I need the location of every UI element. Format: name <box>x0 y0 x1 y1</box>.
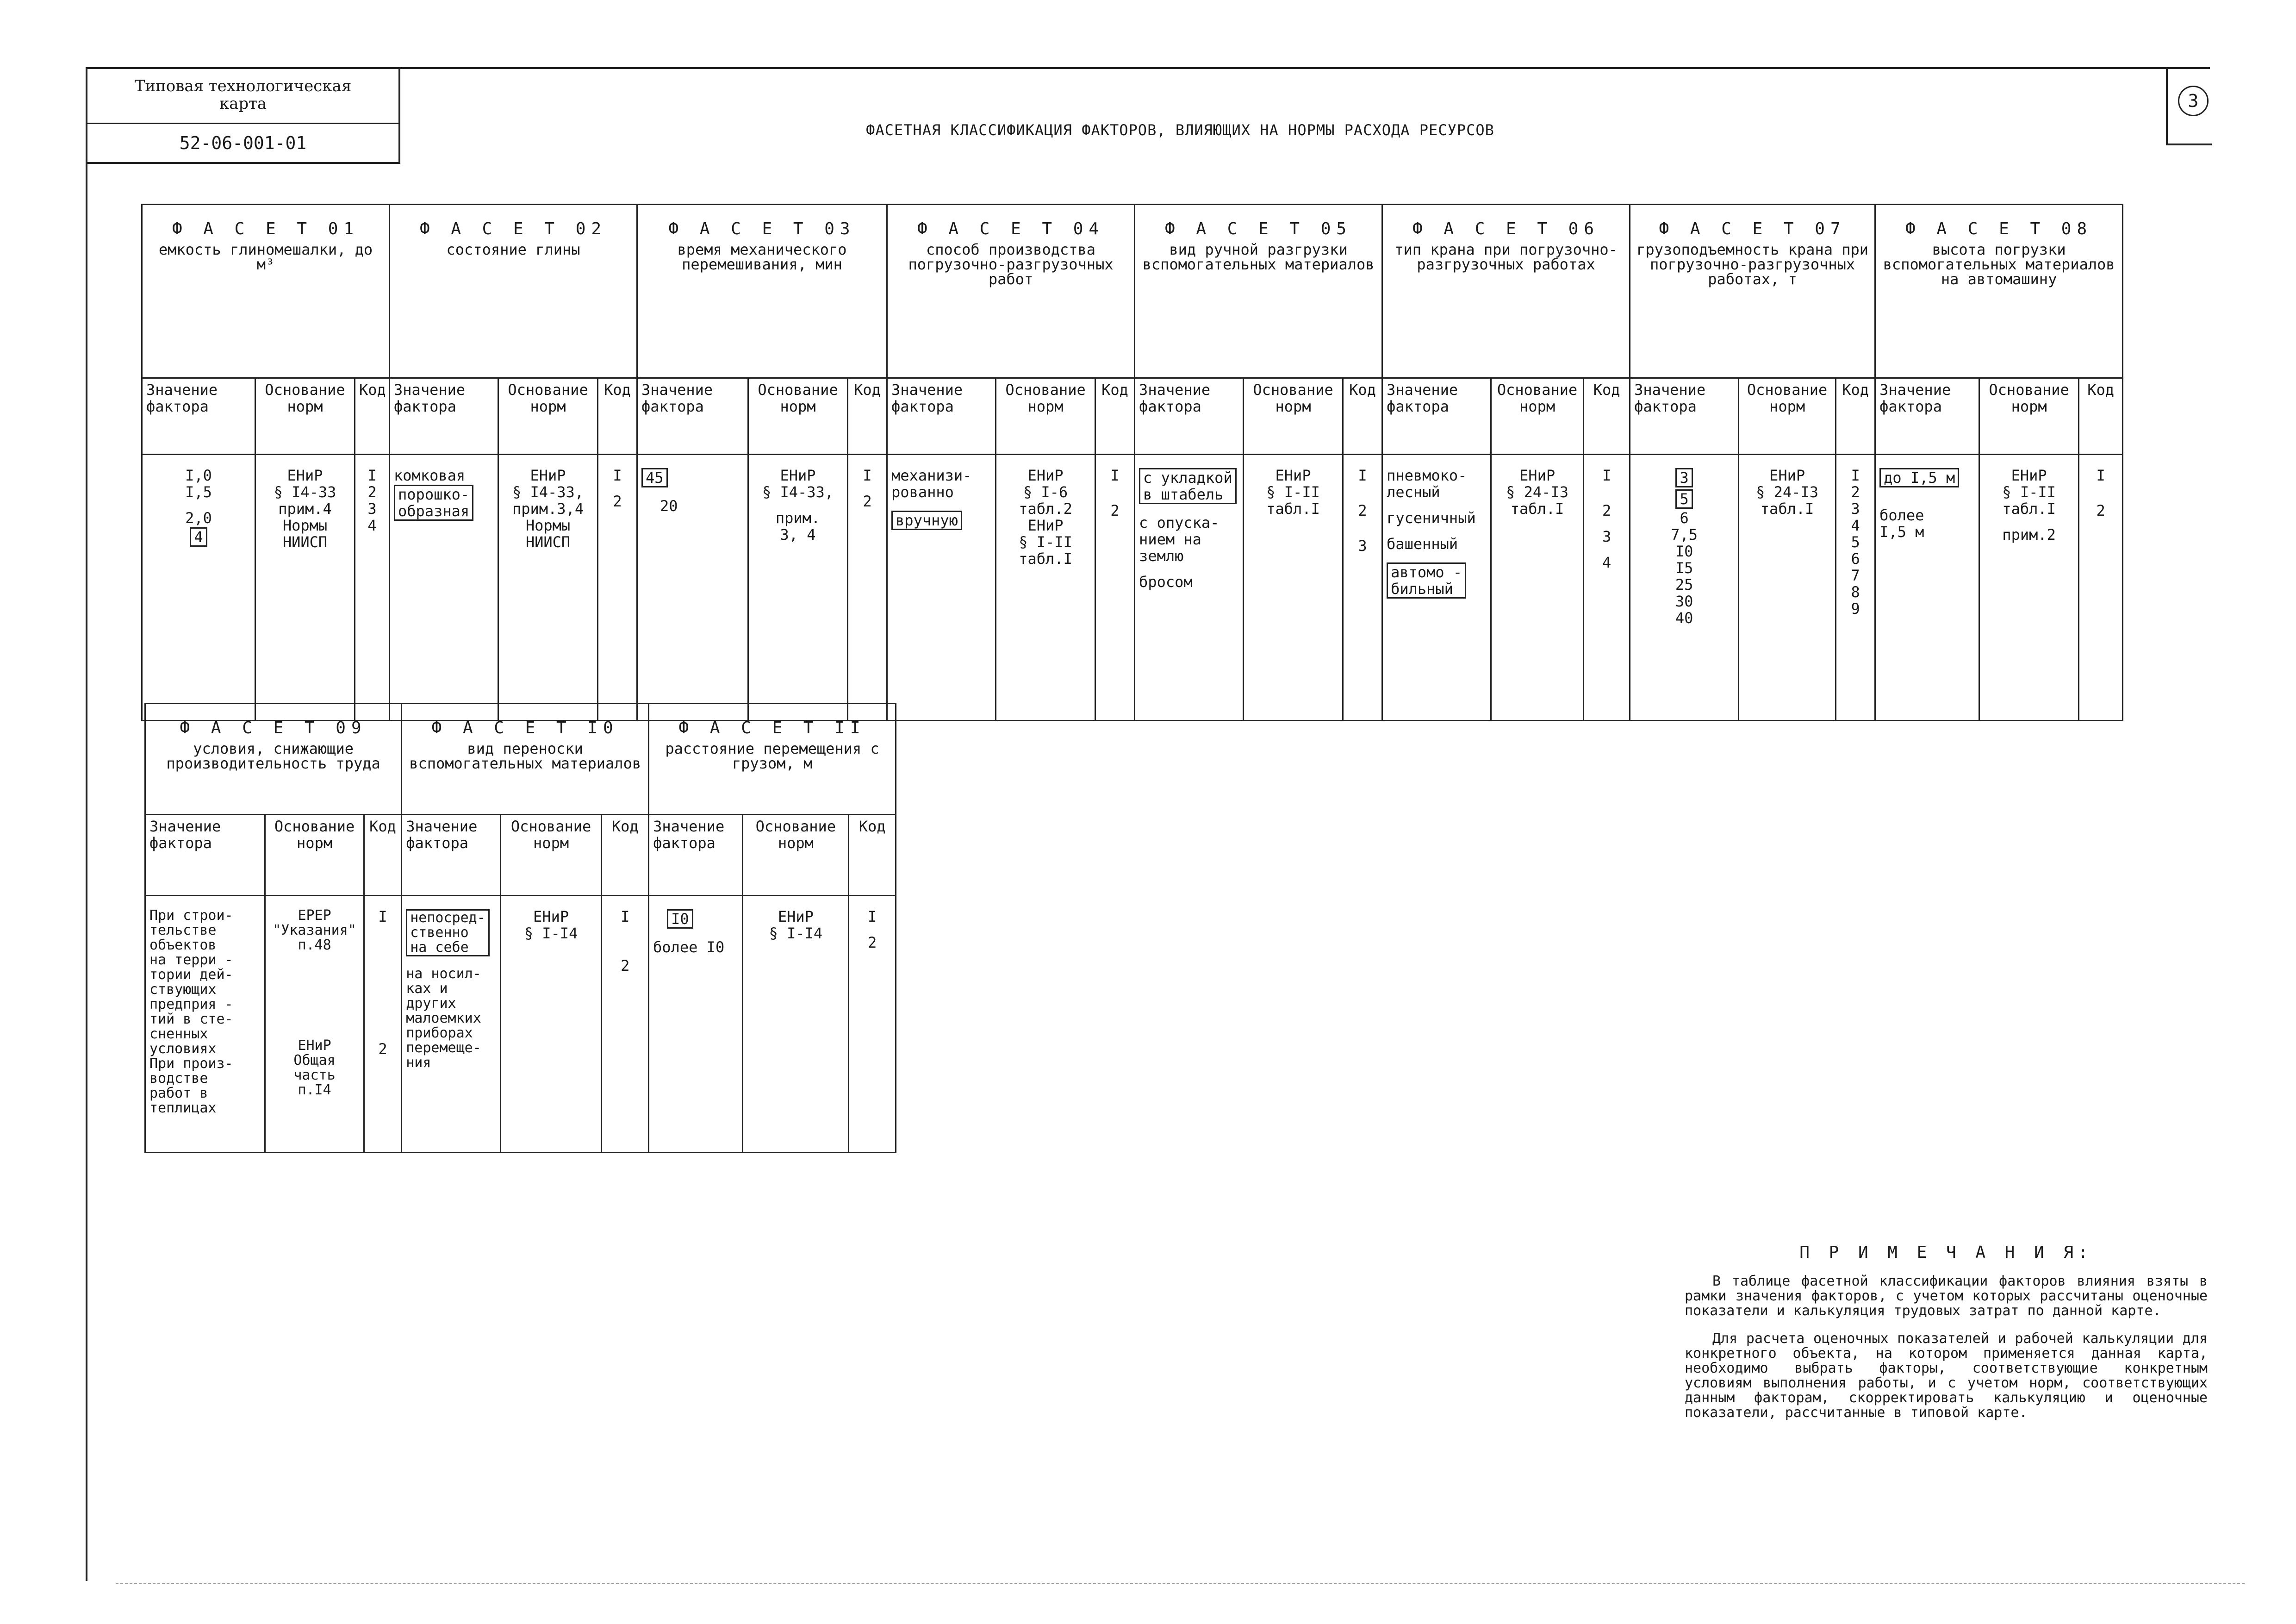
f02-basis: ЕНиР <box>530 467 566 484</box>
facet-07-values <box>1630 455 1739 721</box>
f02-basis: Нормы <box>525 517 571 534</box>
f05-value: бросом <box>1139 573 1193 591</box>
facet-table-secondary <box>144 703 896 1153</box>
f09-value: тории дей- <box>149 967 233 983</box>
f02-basis: прим.3,4 <box>512 500 584 518</box>
f01-value: I,0 <box>185 467 212 484</box>
basis-header: Основание норм <box>265 815 364 896</box>
sheet-number: 3 <box>2178 86 2209 116</box>
f04-basis: табл.2 <box>1019 500 1072 518</box>
f08-value-selected: до I,5 м <box>1879 468 1959 487</box>
facet-04-basis <box>996 455 1095 721</box>
f08-basis: ЕНиР <box>2011 467 2047 484</box>
f07-value-selected: 5 <box>1675 489 1692 509</box>
f04-value: механизи- <box>891 467 972 484</box>
f09-value: При произ- <box>149 1056 233 1072</box>
f10-value-selected: непосред- ственно на себе <box>406 909 490 956</box>
value-header: Значение фактора <box>1382 378 1491 455</box>
code-header: Код <box>1836 378 1875 455</box>
facet-data-row <box>145 896 896 1153</box>
f01-basis: Нормы <box>282 517 328 534</box>
facet-03-values <box>637 455 748 721</box>
f06-code: 2 <box>1602 502 1612 519</box>
f08-basis: прим.2 <box>2002 526 2056 543</box>
page-title: ФАСЕТНАЯ КЛАССИФИКАЦИЯ ФАКТОРОВ, ВЛИЯЮЩИХ НА НОРМЫ РАСХОДА РЕСУРСОВ <box>866 121 1494 139</box>
facet-01-codes <box>355 455 390 721</box>
f09-basis: ЕРЕР <box>298 907 331 924</box>
facet-04-values <box>887 455 996 721</box>
f09-basis: п.48 <box>298 937 331 953</box>
code-header: Код <box>1584 378 1630 455</box>
f01-code: 3 <box>367 500 377 518</box>
facet-06-values <box>1382 455 1491 721</box>
facet-10-header: Ф А С Е Т I0 вид переноски вспомогательных материалов <box>402 704 649 815</box>
facet-01-header: Ф А С Е Т 01 емкость глиномешалки, до м³ <box>142 205 390 378</box>
stamp-number: 52-06-001-01 <box>179 133 307 153</box>
f06-value: гусеничный <box>1387 509 1476 527</box>
f10-value: ках и <box>406 981 448 997</box>
f11-code: 2 <box>867 934 877 951</box>
f07-code: I <box>1851 467 1860 484</box>
facet-02-basis <box>498 455 598 721</box>
value-header: Значение фактора <box>887 378 996 455</box>
code-header: Код <box>848 378 887 455</box>
facet-03-basis <box>748 455 848 721</box>
facet-08-basis <box>1979 455 2079 721</box>
facet-09-header: Ф А С Е Т 09 условия, снижающие производительность труда <box>145 704 402 815</box>
f01-basis: НИИСП <box>282 533 328 551</box>
f03-value: 20 <box>660 497 678 515</box>
f10-value: на носил- <box>406 966 481 982</box>
f07-value: I5 <box>1675 559 1693 577</box>
code-header: Код <box>2079 378 2123 455</box>
f05-code: I <box>1358 467 1367 484</box>
f09-code: 2 <box>378 1040 387 1058</box>
f07-basis: ЕНиР <box>1769 467 1805 484</box>
f01-code: 2 <box>367 483 377 501</box>
f01-basis: прим.4 <box>278 500 332 518</box>
facet-11-header: Ф А С Е Т II расстояние перемещения с грузом, м <box>649 704 896 815</box>
f09-value: сненных <box>149 1026 208 1042</box>
f06-basis: ЕНиР <box>1519 467 1556 484</box>
f07-value: 40 <box>1675 609 1693 627</box>
basis-header: Основание норм <box>743 815 849 896</box>
f02-value-selected: порошко- образная <box>394 485 473 521</box>
facet-11-codes <box>849 896 896 1153</box>
f02-basis: НИИСП <box>525 533 571 551</box>
notes-paragraph-2: Для расчета оценочных показателей и рабочей калькуляции для конкретного объекта, на котором применяется данная карта, необходимо выбрать факторы, соответствующие конкретным условиям выполнения работы, и с учетом норм, соответствующих данным факторам, скорректировать калькуляцию и оценочные показатели, рассчитанные в типовой карте. <box>1685 1330 2208 1421</box>
notes-section <box>1685 1245 2208 1433</box>
code-header: Код <box>602 815 649 896</box>
f09-value: объектов <box>149 937 217 953</box>
f01-value-selected: 4 <box>190 527 207 547</box>
basis-header: Основание норм <box>996 378 1095 455</box>
facet-table-main <box>141 204 2123 721</box>
f03-basis: ЕНиР <box>780 467 816 484</box>
facet-08-header: Ф А С Е Т 08 высота погрузки вспомогательных материалов на автомашину <box>1875 205 2123 378</box>
f09-value: ствующих <box>149 981 217 998</box>
f04-value: рованно <box>891 483 954 501</box>
f07-value: 6 <box>1680 509 1689 527</box>
f06-value: башенный <box>1387 535 1458 553</box>
f10-code: 2 <box>621 957 630 974</box>
f09-code: I <box>378 908 387 925</box>
f07-code: 5 <box>1851 533 1860 551</box>
basis-header: Основание норм <box>500 815 602 896</box>
f09-value: тельстве <box>149 922 217 938</box>
value-header: Значение фактора <box>637 378 748 455</box>
facet-title-row <box>145 704 896 815</box>
stamp-title-line1: Типовая технологическая <box>134 77 352 95</box>
f10-basis: ЕНиР <box>533 908 569 925</box>
code-header: Код <box>598 378 637 455</box>
f10-value: перемеще- <box>406 1040 481 1056</box>
basis-header: Основание норм <box>1739 378 1836 455</box>
facet-07-basis <box>1739 455 1836 721</box>
facet-01-basis <box>255 455 355 721</box>
f03-value-selected: 45 <box>641 468 668 487</box>
f10-code: I <box>621 908 630 925</box>
f02-code: 2 <box>613 493 622 510</box>
f07-value: 7,5 <box>1671 526 1698 543</box>
f08-basis: § I-II <box>2002 483 2056 501</box>
f09-value: водстве <box>149 1070 208 1087</box>
basis-header: Основание норм <box>748 378 848 455</box>
sheet-mark <box>2166 67 2212 145</box>
code-header: Код <box>1343 378 1382 455</box>
facet-data-row <box>142 455 2123 721</box>
f06-value: лесный <box>1387 483 1440 501</box>
value-header: Значение фактора <box>142 378 255 455</box>
basis-header: Основание норм <box>1491 378 1584 455</box>
facet-06-basis <box>1491 455 1584 721</box>
facet-10-values <box>402 896 501 1153</box>
facet-01-values <box>142 455 255 721</box>
facet-03-header: Ф А С Е Т 03 время механического перемешивания, мин <box>637 205 887 378</box>
f06-code: 3 <box>1602 528 1612 545</box>
f01-value: 2,0 <box>185 509 212 527</box>
facet-02-codes <box>598 455 637 721</box>
f09-value: работ в <box>149 1085 208 1101</box>
f09-basis: п.I4 <box>298 1082 331 1098</box>
f06-value: пневмоко- <box>1387 467 1467 484</box>
facet-05-header: Ф А С Е Т 05 вид ручной разгрузки вспомогательных материалов <box>1135 205 1382 378</box>
f10-value: ния <box>406 1055 431 1071</box>
f01-basis: ЕНиР <box>287 467 323 484</box>
f05-basis: § I-II <box>1266 483 1320 501</box>
code-header: Код <box>355 378 390 455</box>
facet-05-basis <box>1244 455 1343 721</box>
f01-value: I,5 <box>185 483 212 501</box>
f07-code: 7 <box>1851 567 1860 584</box>
notes-heading: П Р И М Е Ч А Н И Я: <box>1799 1243 2093 1262</box>
f03-code: I <box>863 467 872 484</box>
title-stamp <box>86 67 400 164</box>
f04-basis: § I-6 <box>1023 483 1068 501</box>
f07-code: 4 <box>1851 517 1860 534</box>
facet-09-basis <box>265 896 364 1153</box>
value-header: Значение фактора <box>390 378 498 455</box>
facet-11-basis <box>743 896 849 1153</box>
f04-basis: § I-II <box>1019 533 1072 551</box>
f10-value: других <box>406 995 456 1012</box>
f01-code: 4 <box>367 517 377 534</box>
basis-header: Основание норм <box>1979 378 2079 455</box>
facet-06-header: Ф А С Е Т 06 тип крана при погрузочно-разгрузочных работах <box>1382 205 1630 378</box>
column-header-row <box>145 815 896 896</box>
f09-value: условиях <box>149 1041 217 1057</box>
facet-07-header: Ф А С Е Т 07 грузоподъемность крана при погрузочно-разгрузочных работах, т <box>1630 205 1875 378</box>
value-header: Значение фактора <box>402 815 501 896</box>
f06-code: 4 <box>1602 554 1612 571</box>
f03-basis: прим. <box>775 509 821 527</box>
f11-basis: ЕНиР <box>778 908 814 925</box>
facet-08-codes <box>2079 455 2123 721</box>
notes-paragraph-1: В таблице фасетной классификации факторов влияния взяты в рамки значения факторов, с учетом которых рассчитаны оценочные показатели и калькуляция трудовых затрат по данной карте. <box>1685 1273 2208 1319</box>
f07-basis: § 24-I3 <box>1756 483 1818 501</box>
f08-value: более <box>1879 506 1924 524</box>
f04-value-selected: вручную <box>891 511 962 530</box>
f09-value: теплицах <box>149 1100 217 1116</box>
f04-code: I <box>1110 467 1120 484</box>
f05-value-selected: с укладкой в штабель <box>1139 468 1237 504</box>
facet-11-values <box>649 896 743 1153</box>
f08-basis: табл.I <box>2002 500 2056 518</box>
f01-code: I <box>367 467 377 484</box>
facet-10-codes <box>602 896 649 1153</box>
facet-02-header: Ф А С Е Т 02 состояние глины <box>390 205 637 378</box>
f05-value: нием на <box>1139 531 1201 548</box>
facet-08-values <box>1875 455 1979 721</box>
f03-basis: 3, 4 <box>780 526 816 543</box>
f04-basis: табл.I <box>1019 550 1072 568</box>
f05-value: землю <box>1139 547 1184 565</box>
f09-value: тий в сте- <box>149 1011 233 1027</box>
f07-value: I0 <box>1675 543 1693 560</box>
f08-value: I,5 м <box>1879 523 1924 541</box>
f04-basis: ЕНиР <box>1027 517 1064 534</box>
facet-03-codes <box>848 455 887 721</box>
f09-basis: Общая <box>293 1052 336 1068</box>
facet-02-values <box>390 455 498 721</box>
f06-basis: § 24-I3 <box>1506 483 1568 501</box>
f01-basis: § I4-33 <box>274 483 336 501</box>
frame-bottom-line <box>116 1583 2245 1584</box>
basis-header: Основание норм <box>255 378 355 455</box>
f08-code: 2 <box>2096 502 2105 519</box>
f09-basis: ЕНиР <box>298 1037 331 1054</box>
code-header: Код <box>1095 378 1135 455</box>
f06-code: I <box>1602 467 1612 484</box>
f05-code: 3 <box>1358 537 1367 555</box>
f10-basis: § I-I4 <box>524 924 578 942</box>
f09-basis: часть <box>293 1067 336 1083</box>
facet-04-codes <box>1095 455 1135 721</box>
f09-value: предприя - <box>149 996 233 1012</box>
f05-code: 2 <box>1358 502 1367 519</box>
facet-07-codes <box>1836 455 1875 721</box>
f07-code: 8 <box>1851 583 1860 601</box>
f07-code: 6 <box>1851 550 1860 568</box>
f11-basis: § I-I4 <box>769 924 823 942</box>
f07-value: 25 <box>1675 576 1693 593</box>
value-header: Значение фактора <box>1875 378 1979 455</box>
value-header: Значение фактора <box>1630 378 1739 455</box>
code-header: Код <box>849 815 896 896</box>
f10-value: малоемких <box>406 1010 481 1026</box>
basis-header: Основание норм <box>498 378 598 455</box>
value-header: Значение фактора <box>649 815 743 896</box>
f07-code: 9 <box>1851 600 1860 618</box>
f08-code: I <box>2096 467 2105 484</box>
f11-code: I <box>867 908 877 925</box>
facet-04-header: Ф А С Е Т 04 способ производства погрузочно-разгрузочных работ <box>887 205 1135 378</box>
f05-value: с опуска- <box>1139 514 1220 531</box>
f02-basis: § I4-33, <box>512 483 584 501</box>
f06-value-selected: автомо - бильный <box>1387 562 1466 599</box>
facet-title-row <box>142 205 2123 378</box>
f04-code: 2 <box>1110 502 1120 519</box>
f04-basis: ЕНиР <box>1027 467 1064 484</box>
facet-05-codes <box>1343 455 1382 721</box>
value-header: Значение фактора <box>1135 378 1244 455</box>
f06-basis: табл.I <box>1510 500 1564 518</box>
frame-top-line <box>86 67 2210 69</box>
f02-value: комковая <box>394 467 466 484</box>
f05-basis: табл.I <box>1266 500 1320 518</box>
f07-code: 2 <box>1851 483 1860 501</box>
f07-value: 30 <box>1675 593 1693 610</box>
f07-basis: табл.I <box>1760 500 1814 518</box>
f02-code: I <box>613 467 622 484</box>
facet-10-basis <box>500 896 602 1153</box>
f07-code: 3 <box>1851 500 1860 518</box>
f11-value: более I0 <box>653 938 725 956</box>
f03-code: 2 <box>863 493 872 510</box>
code-header: Код <box>364 815 401 896</box>
f10-value: приборах <box>406 1025 473 1041</box>
value-header: Значение фактора <box>145 815 265 896</box>
f05-basis: ЕНиР <box>1275 467 1311 484</box>
column-header-row <box>142 378 2123 455</box>
facet-05-values <box>1135 455 1244 721</box>
f03-basis: § I4-33, <box>762 483 834 501</box>
facet-09-values <box>145 896 265 1153</box>
basis-header: Основание норм <box>1244 378 1343 455</box>
f07-value-selected: 3 <box>1675 468 1692 487</box>
stamp-title-line2: карта <box>219 94 267 113</box>
f09-value: на терри - <box>149 952 233 968</box>
frame-left-line <box>86 67 87 1581</box>
f09-value: При строи- <box>149 907 233 924</box>
f09-basis: "Указания" <box>273 922 356 938</box>
stamp-title <box>87 67 398 124</box>
f11-value-selected: I0 <box>667 909 693 929</box>
facet-06-codes <box>1584 455 1630 721</box>
facet-09-codes <box>364 896 401 1153</box>
